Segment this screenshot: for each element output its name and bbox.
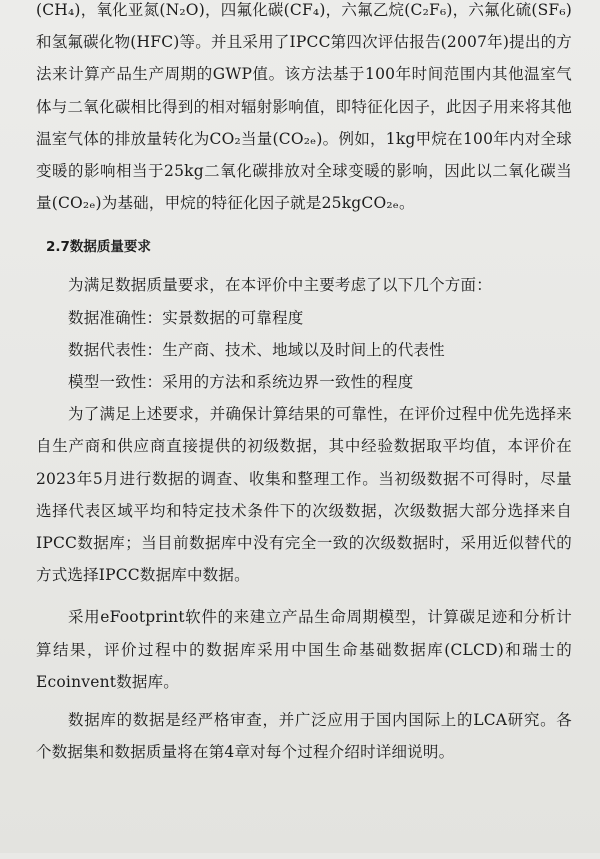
paragraph-intro: 为满足数据质量要求，在本评价中主要考虑了以下几个方面： [68,276,492,295]
list-item-consistency: 模型一致性：采用的方法和系统边界一致性的程度 [68,373,414,392]
paragraph-database-quality: 数据库的数据是经严格审查，并广泛应用于国内国际上的LCA研究。各个数据集和数据质量将在第4章对每个过程介绍时详细说明。 [36,711,572,762]
list-item-accuracy: 数据准确性：实景数据的可靠程度 [68,308,304,327]
paragraph-data-selection: 为了满足上述要求，并确保计算结果的可靠性，在评价过程中优先选择来自生产商和供应商直接提供的初级数据，其中经验数据取平均值，本评价在2023年5月进行数据的调查、收集和整理工作。当初级数据不可得时，尽量选择代表区域平均和特定技术条件下的次级数据，次级数据大部分选择来自IPCC数据库；当目前数据库中没有完全一致的次级数据时，采用近似替代的方式选择IPCC数据库中数据。 [36,405,572,585]
paragraph-gwp-method: (CH₄)，氧化亚氮(N₂O)，四氟化碳(CF₄)，六氟乙烷(C₂F₆)，六氟化硫(SF₆)和氢氟碳化物(HFC)等。并且采用了IPCC第四次评估报告(2007年)提出的方法来计算产品生产周期的GWP值。该方法基于100年时间范围内其他温室气体与二氧化碳相比得到的相对辐射影响值，即特征化因子，此因子用来将其他温室气体的排放量转化为CO₂当量(CO₂ₑ)。例如，1kg甲烷在100年内对全球变暖的影响相当于25kg二氧化碳排放对全球变暖的影响，因此以二氧化碳当量(CO₂ₑ)为基础，甲烷的特征化因子就是25kgCO₂ₑ。 [36,1,572,213]
spacer [36,219,572,225]
spacer [36,591,572,601]
section-heading: 2.7数据质量要求 [46,239,151,256]
paragraph-software-database: 采用eFootprint软件的来建立产品生命周期模型，计算碳足迹和分析计算结果，评价过程中的数据库采用中国生命基础数据库(CLCD)和瑞士的Ecoinvent数据库。 [36,608,572,691]
list-item-representativeness: 数据代表性：生产商、技术、地域以及时间上的代表性 [68,340,445,359]
